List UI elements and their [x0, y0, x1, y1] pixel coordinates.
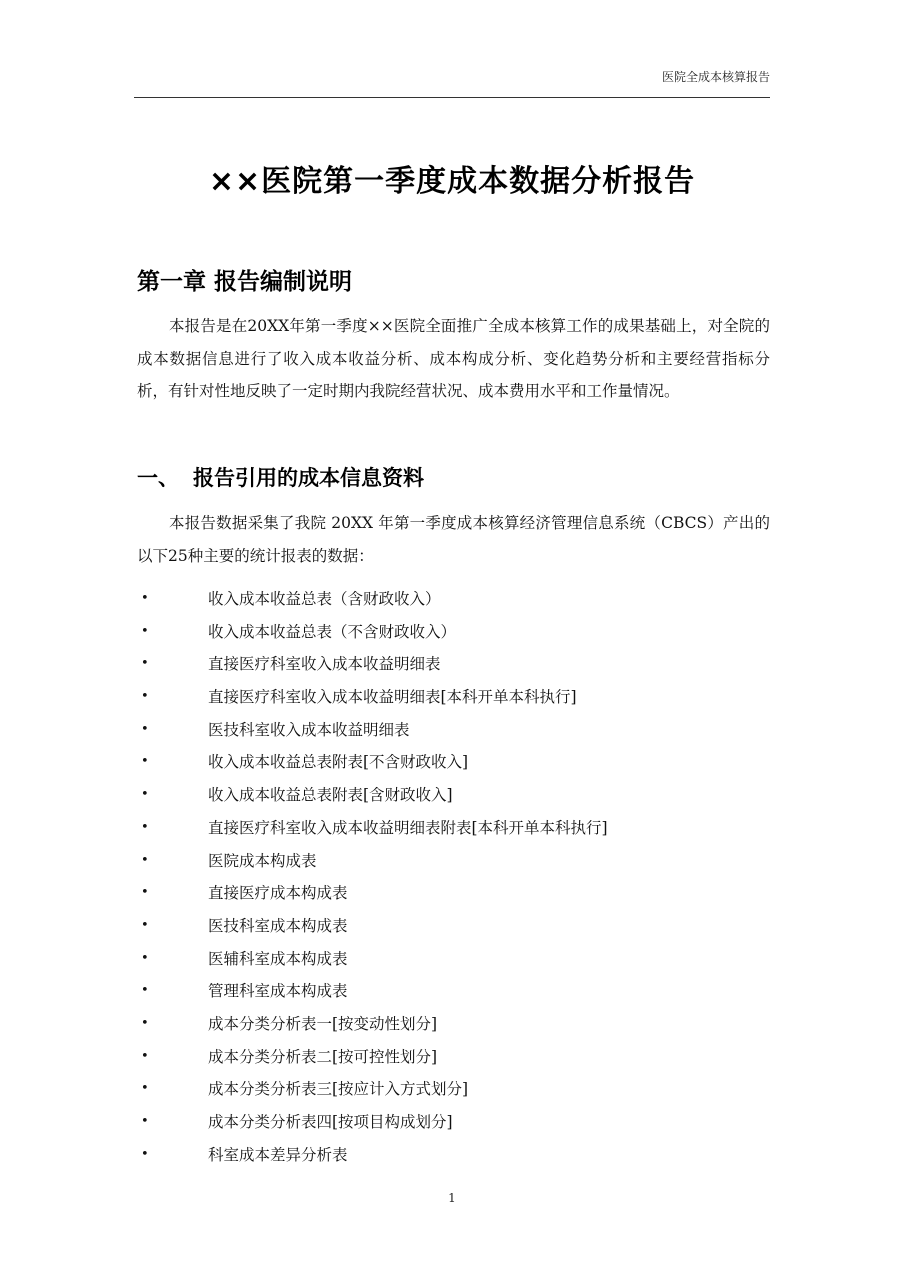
bullet-icon: • [141, 1146, 149, 1162]
bullet-icon: • [141, 787, 149, 803]
bullet-icon: • [141, 885, 149, 901]
page-number: 1 [448, 1191, 456, 1205]
list-item-text: 科室成本差异分析表 [208, 1145, 348, 1164]
list-item [137, 812, 770, 845]
list-item [137, 1008, 770, 1041]
section-number: 一、 [137, 466, 179, 490]
list-item [137, 943, 770, 976]
list-item [137, 616, 770, 649]
running-header: 医院全成本核算报告 [661, 70, 770, 84]
bullet-icon: • [141, 721, 149, 737]
list-item [137, 1106, 770, 1139]
list-item [137, 746, 770, 779]
list-item-text: 医辅科室成本构成表 [208, 949, 348, 968]
list-item [137, 845, 770, 878]
bullet-icon: • [141, 983, 149, 999]
list-item [137, 877, 770, 910]
list-item [137, 714, 770, 747]
list-item-text: 直接医疗成本构成表 [208, 884, 348, 903]
bullet-icon: • [141, 1081, 149, 1097]
bullet-icon: • [141, 623, 149, 639]
intro-paragraph: 本报告是在20XX年第一季度××医院全面推广全成本核算工作的成果基础上，对全院的成本数据信息进行了收入成本收益分析、成本构成分析、变化趋势分析和主要经营指标分析，有针对性地反映了一定时期内我院经营状况、成本费用水平和工作量情况。 [137, 317, 770, 400]
bullet-icon: • [141, 819, 149, 835]
bullet-icon: • [141, 852, 149, 868]
list-item-text: 收入成本收益总表附表[含财政收入] [208, 786, 453, 805]
section-paragraph: 本报告数据采集了我院 20XX 年第一季度成本核算经济管理信息系统（CBCS）产出的以下25种主要的统计报表的数据： [137, 514, 770, 565]
bullet-icon: • [141, 917, 149, 933]
list-item [137, 1073, 770, 1106]
list-item [137, 648, 770, 681]
list-item-text: 直接医疗科室收入成本收益明细表[本科开单本科执行] [208, 688, 577, 707]
list-item-text: 收入成本收益总表附表[不含财政收入] [208, 753, 469, 772]
list-item-text: 收入成本收益总表（不含财政收入） [208, 622, 457, 641]
list-item-text: 管理科室成本构成表 [208, 982, 348, 1001]
list-item-text: 医技科室收入成本收益明细表 [208, 720, 410, 739]
list-item [137, 975, 770, 1008]
bullet-icon: • [141, 950, 149, 966]
bullet-icon: • [141, 689, 149, 705]
list-item-text: 成本分类分析表三[按应计入方式划分] [208, 1080, 469, 1099]
bullet-icon: • [141, 591, 149, 606]
list-item-text: 成本分类分析表一[按变动性划分] [208, 1014, 438, 1033]
list-item-text: 医技科室成本构成表 [208, 916, 348, 935]
list-item [137, 681, 770, 714]
list-item [137, 1041, 770, 1074]
list-item-text: 成本分类分析表二[按可控性划分] [208, 1047, 438, 1066]
list-item [137, 910, 770, 943]
list-item [137, 779, 770, 812]
list-item-text: 收入成本收益总表（含财政收入） [208, 590, 441, 608]
bullet-icon: • [141, 754, 149, 770]
header-divider [134, 97, 770, 98]
bullet-icon: • [141, 1048, 149, 1064]
document-title: ××医院第一季度成本数据分析报告 [208, 164, 696, 199]
list-item-text: 医院成本构成表 [208, 851, 317, 870]
bullet-icon: • [141, 1015, 149, 1031]
list-item [137, 583, 770, 616]
bullet-icon: • [141, 1114, 149, 1129]
list-item-text: 直接医疗科室收入成本收益明细表附表[本科开单本科执行] [208, 818, 608, 837]
bullet-icon: • [141, 656, 149, 672]
chapter-heading: 第一章 报告编制说明 [137, 269, 353, 295]
list-item-text: 成本分类分析表四[按项目构成划分] [208, 1113, 453, 1131]
list-item-text: 直接医疗科室收入成本收益明细表 [208, 655, 441, 674]
list-item [137, 1139, 770, 1172]
section-title: 报告引用的成本信息资料 [193, 466, 424, 490]
section-heading [137, 462, 424, 492]
report-list [137, 583, 770, 1171]
